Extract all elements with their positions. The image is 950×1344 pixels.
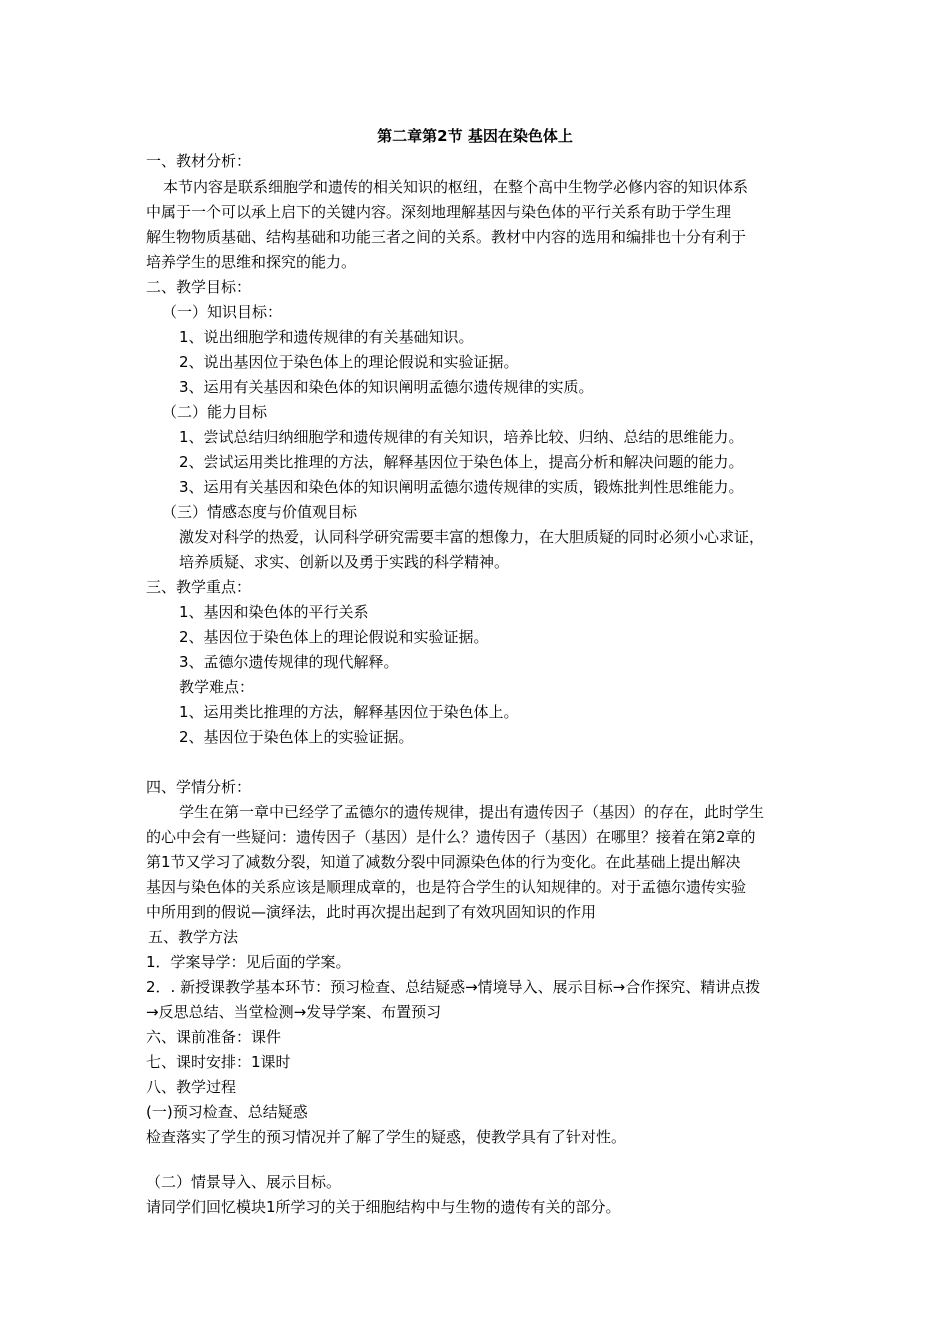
method-item: 2．. 新授课教学基本环节：预习检查、总结疑惑→情境导入、展示目标→合作探究、精讲点拨 xyxy=(146,978,761,996)
process-step-1-heading: (一)预习检查、总结疑惑 xyxy=(146,1103,308,1121)
section-4-line: 基因与染色体的关系应该是顺理成章的，也是符合学生的认知规律的。对于孟德尔遗传实验 xyxy=(146,878,747,896)
emotion-goal-line: 激发对科学的热爱，认同科学研究需要丰富的想像力，在大胆质疑的同时必须小心求证， xyxy=(179,528,765,546)
section-4-line: 中所用到的假说—演绎法，此时再次提出起到了有效巩固知识的作用 xyxy=(146,903,597,921)
section-4-line: 的心中会有一些疑问：遗传因子（基因）是什么？遗传因子（基因）在哪里？接着在第2章的 xyxy=(146,828,756,846)
section-4-heading: 四、学情分析： xyxy=(146,778,252,796)
section-2-heading: 二、教学目标： xyxy=(146,278,252,296)
key-point-item: 2、基因位于染色体上的理论假说和实验证据。 xyxy=(179,628,489,646)
difficulty-item: 1、运用类比推理的方法，解释基因位于染色体上。 xyxy=(179,703,519,721)
ability-goal-item: 2、尝试运用类比推理的方法，解释基因位于染色体上，提高分析和解决问题的能力。 xyxy=(179,453,744,471)
key-point-item: 3、孟德尔遗传规律的现代解释。 xyxy=(179,653,399,671)
method-item: 1．学案导学：见后面的学案。 xyxy=(146,953,351,971)
section-1-line: 本节内容是联系细胞学和遗传的相关知识的枢纽，在整个高中生物学必修内容的知识体系 xyxy=(163,178,749,196)
section-3-heading: 三、教学重点： xyxy=(146,578,252,596)
section-7-text: 七、课时安排：1课时 xyxy=(146,1053,291,1071)
section-4-line: 第1节又学习了减数分裂，知道了减数分裂中同源染色体的行为变化。在此基础上提出解决 xyxy=(146,853,741,871)
knowledge-goal-item: 3、运用有关基因和染色体的知识阐明孟德尔遗传规律的实质。 xyxy=(179,378,594,396)
section-1-line: 培养学生的思维和探究的能力。 xyxy=(146,253,357,271)
section-1-line: 中属于一个可以承上启下的关键内容。深刻地理解基因与染色体的平行关系有助于学生理 xyxy=(146,203,732,221)
key-point-item: 1、基因和染色体的平行关系 xyxy=(179,603,369,621)
emotion-goal-line: 培养质疑、求实、创新以及勇于实践的科学精神。 xyxy=(179,553,510,571)
document-title: 第二章第2节 基因在染色体上 xyxy=(377,127,573,145)
section-1-heading: 一、教材分析： xyxy=(146,152,252,170)
section-1-line: 解生物物质基础、结构基础和功能三者之间的关系。教材中内容的选用和编排也十分有利于 xyxy=(146,228,747,246)
section-6-text: 六、课前准备：课件 xyxy=(146,1028,282,1046)
ability-goal-item: 1、尝试总结归纳细胞学和遗传规律的有关知识，培养比较、归纳、总结的思维能力。 xyxy=(179,428,744,446)
process-step-2-heading: （二）情景导入、展示目标。 xyxy=(146,1173,342,1191)
process-step-1-text: 检查落实了学生的预习情况并了解了学生的疑惑，使教学具有了针对性。 xyxy=(146,1128,627,1146)
difficulty-heading: 教学难点： xyxy=(179,678,255,696)
process-step-2-text: 请同学们回忆模块1所学习的关于细胞结构中与生物的遗传有关的部分。 xyxy=(146,1198,621,1216)
knowledge-goal-item: 1、说出细胞学和遗传规律的有关基础知识。 xyxy=(179,328,474,346)
ability-goal-item: 3、运用有关基因和染色体的知识阐明孟德尔遗传规律的实质，锻炼批判性思维能力。 xyxy=(179,478,744,496)
ability-goals-heading: （二）能力目标 xyxy=(162,403,268,421)
method-item: →反思总结、当堂检测→发导学案、布置预习 xyxy=(146,1003,442,1021)
knowledge-goal-item: 2、说出基因位于染色体上的理论假说和实验证据。 xyxy=(179,353,519,371)
emotion-goals-heading: （三）情感态度与价值观目标 xyxy=(162,503,358,521)
difficulty-item: 2、基因位于染色体上的实验证据。 xyxy=(179,728,414,746)
section-5-heading: 五、教学方法 xyxy=(148,928,239,946)
section-4-line: 学生在第一章中已经学了孟德尔的遗传规律，提出有遗传因子（基因）的存在，此时学生 xyxy=(179,803,765,821)
section-8-heading: 八、教学过程 xyxy=(146,1078,237,1096)
knowledge-goals-heading: （一）知识目标： xyxy=(162,303,283,321)
